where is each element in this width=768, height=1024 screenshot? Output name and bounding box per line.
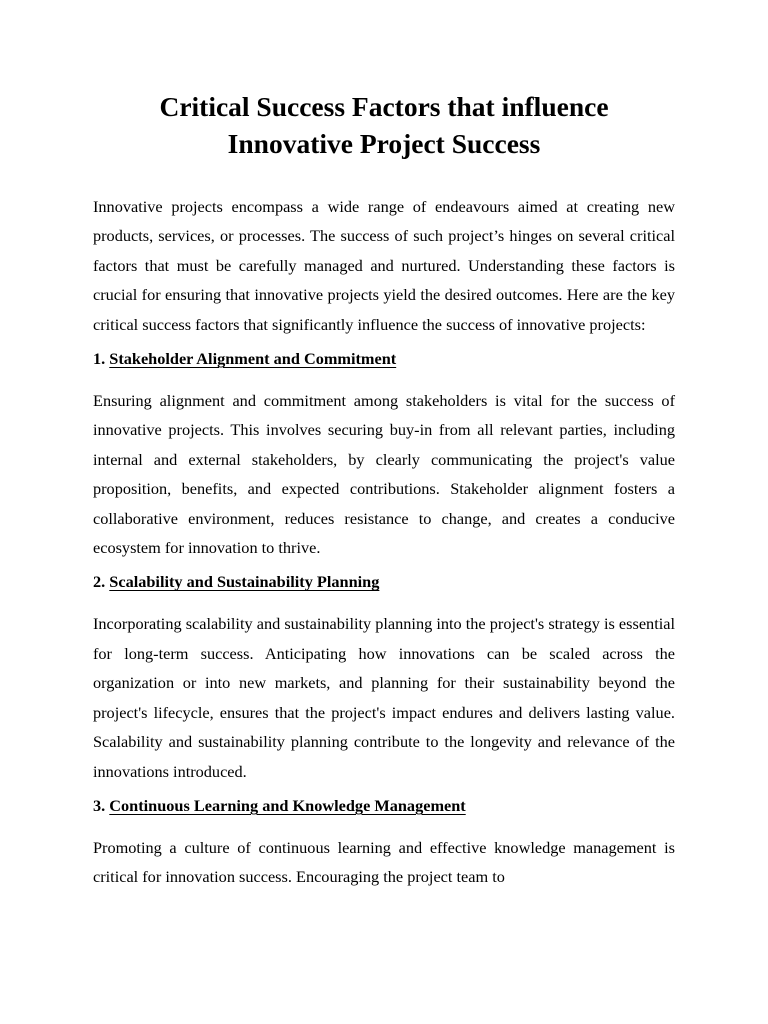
title-line-2: Innovative Project Success [227, 128, 541, 159]
section-scalability-planning [93, 571, 675, 785]
section-continuous-learning [93, 795, 675, 892]
document-title [93, 88, 675, 162]
section-number: 2. [93, 572, 110, 592]
section-paragraph: Ensuring alignment and commitment among stakeholders is vital for the success of innovative projects. This involves securing buy-in from all relevant parties, including internal and external stakeholders, by clearly communicating the project's value proposition, benefits, and expected contributions. Stakeholder alignment fosters a collaborative environment, reduces resistance to change, and creates a conducive ecosystem for innovation to thrive. [93, 391, 675, 558]
section-heading-text: Continuous Learning and Knowledge Management [109, 795, 466, 815]
section-paragraph: Promoting a culture of continuous learning and effective knowledge management is critical for innovation success. Encouraging the project team to [93, 837, 675, 887]
section-heading-text: Stakeholder Alignment and Commitment [109, 349, 397, 369]
section-heading-text: Scalability and Sustainability Planning [109, 572, 380, 592]
intro-paragraph: Innovative projects encompass a wide range of endeavours aimed at creating new products, services, or processes. The success of such project’s hinges on several critical factors that must be carefully managed and nurtured. Understanding these factors is crucial for ensuring that innovative projects yield the desired outcomes. Here are the key critical success factors that significantly influence the success of innovative projects: [93, 197, 675, 334]
section-heading [93, 795, 675, 817]
section-heading [93, 348, 675, 370]
section-paragraph: Incorporating scalability and sustainability planning into the project's strategy is essential for long-term success. Anticipating how innovations can be scaled across the organization or into new markets, and planning for their sustainability beyond the project's lifecycle, ensures that the project's impact endures and delivers lasting value. Scalability and sustainability planning contribute to the longevity and relevance of the innovations introduced. [93, 614, 675, 781]
section-heading [93, 571, 675, 593]
section-number: 3. [93, 795, 110, 815]
section-stakeholder-alignment [93, 348, 675, 562]
section-number: 1. [93, 349, 110, 369]
title-line-1: Critical Success Factors that influence [159, 91, 609, 122]
